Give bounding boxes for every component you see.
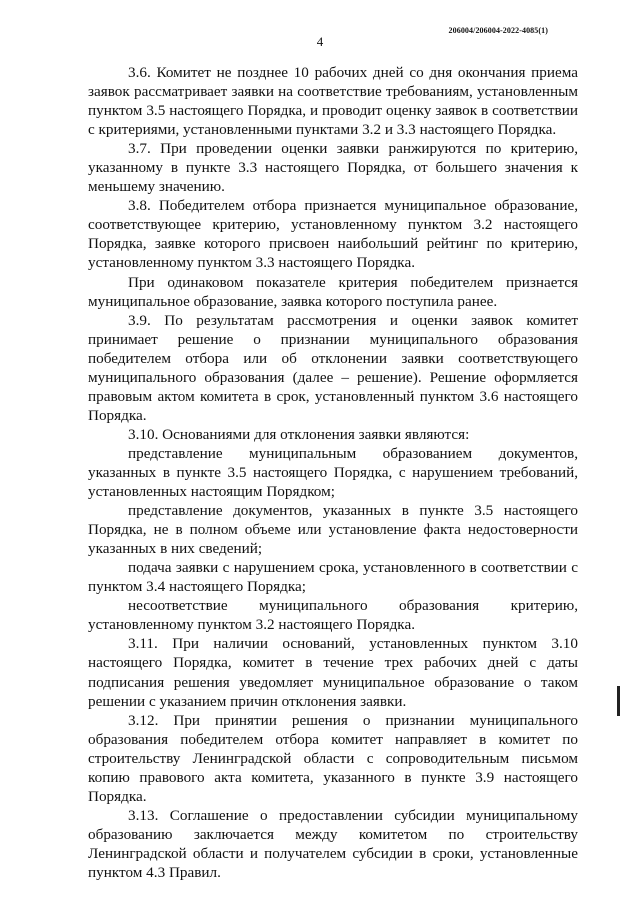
paragraph-3-9: 3.9. По результатам рассмотрения и оценки заявок комитет принимает решение о признании муниципального образования победителем отбора или об отклонении заявки соответствующего муниципального образования (далее – решение). Решение оформляется правовым актом комитета в срок, установленный пунктом 3.6 настоящего Порядка. bbox=[88, 311, 578, 424]
page-number: 4 bbox=[316, 34, 324, 49]
document-body bbox=[88, 63, 578, 882]
rejection-ground-2: представление документов, указанных в пункте 3.5 настоящего Порядка, не в полном объеме или установление факта недостоверности указанных в них сведений; bbox=[88, 502, 578, 558]
rejection-ground-3: подача заявки с нарушением срока, установленного в соответствии с пунктом 3.4 настоящего Порядка; bbox=[88, 559, 578, 596]
scan-margin-mark bbox=[617, 686, 620, 716]
document-id: 206004/206004-2022-4085(1) bbox=[448, 26, 548, 35]
rejection-ground-4: несоответствие муниципального образования критерию, установленному пунктом 3.2 настоящего Порядка. bbox=[88, 597, 578, 634]
paragraph-3-8-tie-rule: При одинаковом показателе критерия победителем признается муниципальное образование, заявка которого поступила ранее. bbox=[88, 273, 578, 310]
paragraph-3-12: 3.12. При принятии решения о признании муниципального образования победителем отбора комитет направляет в комитет по строительству Ленинградской области с сопроводительным письмом копию правового акта комитета, указанного в пункте 3.9 настоящего Порядка. bbox=[88, 711, 578, 805]
rejection-ground-1: представление муниципальным образованием документов, указанных в пункте 3.5 настоящего Порядка, с нарушением требований, установленных настоящим Порядком; bbox=[88, 444, 578, 501]
paragraph-3-6: 3.6. Комитет не позднее 10 рабочих дней со дня окончания приема заявок рассматривает заявки на соответствие требованиям, установленным пунктом 3.5 настоящего Порядка, и проводит оценку заявок в соответствии с критериями, установленными пунктами 3.2 и 3.3 настоящего Порядка. bbox=[88, 64, 578, 139]
paragraph-3-11: 3.11. При наличии оснований, установленных пунктом 3.10 настоящего Порядка, комитет в течение трех рабочих дней с даты подписания решения уведомляет муниципальное образование о таком решении с указанием причин отклонения заявки. bbox=[88, 635, 578, 710]
paragraph-3-8: 3.8. Победителем отбора признается муниципальное образование, соответствующее критерию, установленному пунктом 3.2 настоящего Порядка, заявке которого присвоен наибольший рейтинг по критерию, установленному пунктом 3.3 настоящего Порядка. bbox=[88, 197, 578, 272]
paragraph-3-13: 3.13. Соглашение о предоставлении субсидии муниципальному образованию заключается между комитетом по строительству Ленинградской области и получателем субсидии в сроки, установленные пунктом 4.3 Правил. bbox=[88, 806, 578, 881]
paragraph-3-7: 3.7. При проведении оценки заявки ранжируются по критерию, указанному в пункте 3.3 настоящего Порядка, от большего значения к меньшему значению. bbox=[88, 140, 578, 196]
paragraph-3-10: 3.10. Основаниями для отклонения заявки являются: bbox=[128, 425, 470, 443]
